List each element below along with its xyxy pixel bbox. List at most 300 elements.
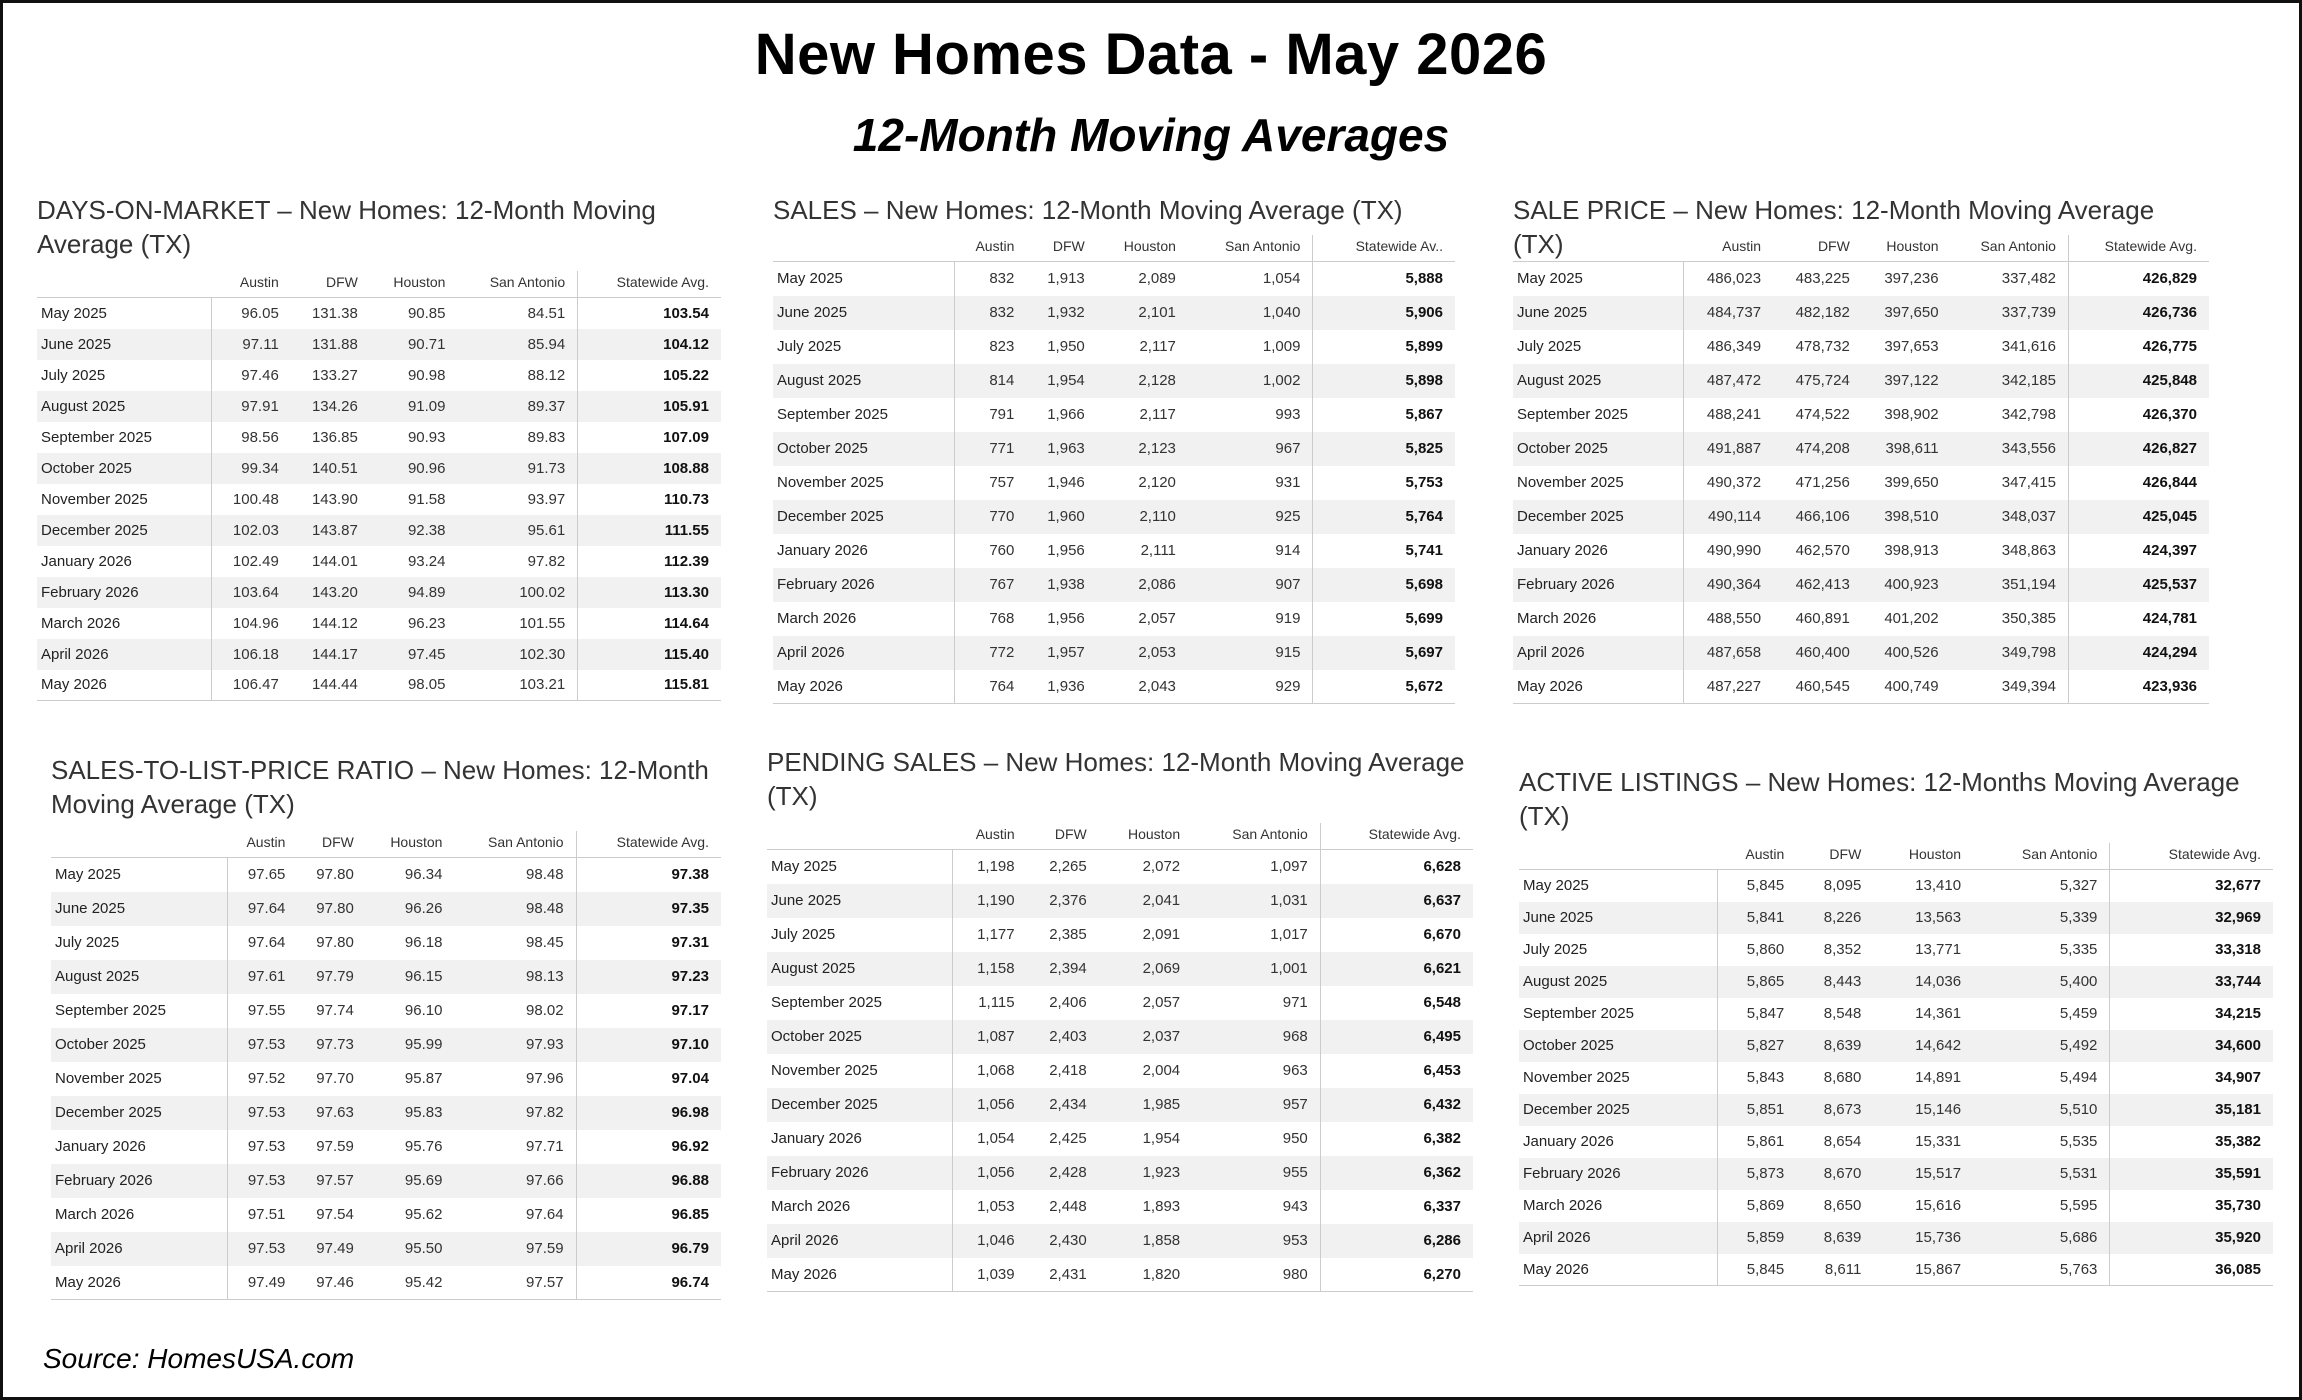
cell-san-antonio: 97.71 [526, 1138, 564, 1155]
cell-statewide-avg: 424,294 [2068, 636, 2209, 670]
cell-san-antonio: 914 [1275, 542, 1301, 559]
table-header-row [767, 823, 1473, 850]
cell-houston: 95.87 [404, 1070, 443, 1087]
cell-san-antonio: 915 [1188, 636, 1313, 670]
cell-san-antonio: 5,327 [2059, 877, 2098, 895]
table-row [1513, 432, 2209, 466]
cell-statewide-avg: 34,215 [2110, 998, 2273, 1030]
page-title: New Homes Data - May 2026 [754, 22, 1548, 87]
header-san-antonio: San Antonio [1973, 843, 2110, 870]
cell-san-antonio: 925 [1188, 500, 1313, 534]
row-month: February 2026 [773, 568, 954, 602]
header-houston: Houston [1873, 843, 1973, 870]
table-header-row [37, 271, 721, 298]
cell-dfw: 97.80 [297, 892, 365, 926]
cell-san-antonio: 1,017 [1270, 926, 1308, 943]
row-month: January 2026 [773, 534, 954, 568]
header-austin: Austin [211, 271, 291, 298]
cell-austin: 484,737 [1684, 296, 1773, 330]
cell-statewide-avg: 6,621 [1320, 952, 1473, 986]
cell-dfw: 474,522 [1795, 406, 1850, 423]
table-header-row [1513, 235, 2209, 262]
table-row [37, 360, 721, 391]
row-month: August 2025 [1519, 966, 1717, 998]
cell-san-antonio: 341,616 [2001, 338, 2056, 355]
cell-dfw: 144.01 [311, 552, 358, 570]
header-month [1519, 843, 1717, 870]
cell-dfw: 2,430 [1027, 1224, 1099, 1258]
table-row [1513, 568, 2209, 602]
row-month: December 2025 [767, 1088, 953, 1122]
cell-austin: 97.53 [227, 1096, 297, 1130]
table-row [767, 884, 1473, 918]
table-row [773, 670, 1455, 704]
cell-houston: 14,642 [1873, 1030, 1973, 1062]
cell-statewide-avg: 115.81 [578, 670, 721, 701]
cell-houston: 400,749 [1884, 677, 1939, 695]
cell-houston: 2,111 [1140, 542, 1176, 559]
cell-san-antonio: 953 [1192, 1224, 1320, 1258]
data-table [1513, 235, 2209, 704]
cell-austin: 5,865 [1717, 966, 1796, 998]
cell-statewide-avg: 96.85 [576, 1198, 721, 1232]
cell-houston: 91.58 [407, 490, 446, 508]
row-month: June 2025 [773, 296, 954, 330]
panel-sale-price [1513, 193, 2209, 704]
cell-statewide-avg: 426,370 [2068, 398, 2209, 432]
row-month: November 2025 [773, 466, 954, 500]
table-row [1513, 534, 2209, 568]
row-month: March 2026 [767, 1190, 953, 1224]
cell-statewide-avg: 423,936 [2068, 670, 2209, 704]
cell-houston: 2,057 [1138, 610, 1176, 627]
cell-austin: 1,198 [977, 858, 1015, 876]
cell-statewide-avg: 426,829 [2068, 262, 2209, 296]
cell-austin: 5,847 [1746, 1005, 1785, 1022]
cell-houston: 1,923 [1099, 1156, 1192, 1190]
cell-austin: 1,177 [977, 926, 1015, 943]
table-row [1519, 1062, 2273, 1094]
data-table [767, 823, 1473, 1292]
cell-austin: 487,227 [1706, 677, 1762, 695]
cell-statewide-avg: 111.55 [578, 515, 721, 546]
row-month: May 2025 [1519, 870, 1717, 902]
cell-austin: 1,087 [953, 1020, 1027, 1054]
cell-austin: 5,873 [1717, 1158, 1796, 1190]
row-month: October 2025 [773, 432, 954, 466]
cell-houston: 2,037 [1099, 1020, 1192, 1054]
header-austin: Austin [1684, 235, 1773, 262]
row-month: December 2025 [37, 515, 211, 546]
cell-austin: 96.05 [241, 304, 279, 322]
cell-san-antonio: 5,339 [1973, 902, 2110, 934]
cell-dfw: 97.79 [297, 960, 365, 994]
cell-houston: 96.26 [366, 892, 455, 926]
cell-austin: 490,990 [1706, 542, 1762, 559]
cell-san-antonio: 337,482 [2001, 270, 2056, 288]
cell-dfw: 97.73 [297, 1028, 365, 1062]
table-row [51, 858, 721, 892]
cell-dfw: 466,106 [1773, 500, 1862, 534]
cell-statewide-avg: 35,920 [2110, 1222, 2273, 1254]
header-month [767, 823, 953, 850]
cell-san-antonio: 967 [1188, 432, 1313, 466]
cell-houston: 90.71 [370, 329, 458, 360]
cell-san-antonio: 5,492 [1973, 1030, 2110, 1062]
cell-dfw: 1,956 [1047, 610, 1085, 627]
table-row [37, 453, 721, 484]
row-month: June 2025 [767, 884, 953, 918]
cell-houston: 1,954 [1142, 1130, 1181, 1147]
cell-statewide-avg: 110.73 [578, 484, 721, 515]
row-month: April 2026 [767, 1224, 953, 1258]
cell-statewide-avg: 5,825 [1313, 432, 1455, 466]
cell-houston: 398,510 [1862, 500, 1951, 534]
row-month: May 2026 [773, 670, 954, 704]
table-row [37, 670, 721, 701]
table-row [1519, 998, 2273, 1030]
cell-houston: 13,410 [1915, 877, 1962, 895]
cell-dfw: 475,724 [1773, 364, 1862, 398]
table-row [773, 330, 1455, 364]
cell-houston: 96.15 [366, 960, 455, 994]
table-row [51, 1164, 721, 1198]
table-row [767, 1258, 1473, 1292]
cell-statewide-avg: 97.23 [576, 960, 721, 994]
cell-dfw: 8,639 [1796, 1030, 1873, 1062]
cell-san-antonio: 97.93 [454, 1028, 576, 1062]
table-row [767, 918, 1473, 952]
cell-austin: 487,658 [1684, 636, 1773, 670]
table-row [767, 952, 1473, 986]
table-row [1513, 330, 2209, 364]
table-row [1513, 466, 2209, 500]
cell-san-antonio: 5,763 [2059, 1260, 2098, 1278]
cell-dfw: 1,963 [1026, 432, 1096, 466]
cell-statewide-avg: 114.64 [578, 608, 721, 639]
table-row [1513, 262, 2209, 296]
cell-dfw: 482,182 [1773, 296, 1862, 330]
cell-san-antonio: 95.61 [457, 515, 577, 546]
cell-houston: 96.34 [404, 866, 443, 884]
cell-san-antonio: 971 [1282, 994, 1308, 1011]
table-row [1519, 1126, 2273, 1158]
cell-austin: 5,869 [1746, 1197, 1785, 1214]
cell-austin: 5,851 [1717, 1094, 1796, 1126]
cell-houston: 2,069 [1099, 952, 1192, 986]
cell-statewide-avg: 33,744 [2110, 966, 2273, 998]
cell-statewide-avg: 33,318 [2110, 934, 2273, 966]
cell-statewide-avg: 104.12 [578, 329, 721, 360]
cell-dfw: 460,545 [1795, 677, 1850, 695]
row-month: August 2025 [37, 391, 211, 422]
cell-austin: 100.48 [232, 490, 279, 508]
cell-dfw: 97.49 [297, 1232, 365, 1266]
header-dfw: DFW [1026, 235, 1096, 262]
cell-austin: 5,843 [1746, 1069, 1785, 1086]
table-row [1513, 500, 2209, 534]
cell-dfw: 2,265 [1049, 858, 1087, 876]
row-month: April 2026 [37, 639, 211, 670]
cell-houston: 397,650 [1862, 296, 1951, 330]
cell-statewide-avg: 96.98 [576, 1096, 721, 1130]
header-houston: Houston [370, 271, 458, 298]
cell-statewide-avg: 425,537 [2068, 568, 2209, 602]
cell-statewide-avg: 6,382 [1320, 1122, 1473, 1156]
cell-austin: 488,550 [1706, 610, 1762, 627]
cell-houston: 14,036 [1873, 966, 1973, 998]
header-houston: Houston [1862, 235, 1951, 262]
row-month: November 2025 [1519, 1062, 1717, 1094]
cell-statewide-avg: 97.10 [576, 1028, 721, 1062]
cell-dfw: 131.88 [291, 329, 370, 360]
cell-statewide-avg: 105.91 [578, 391, 721, 422]
cell-houston: 90.85 [407, 304, 446, 322]
cell-statewide-avg: 6,337 [1320, 1190, 1473, 1224]
cell-houston: 2,053 [1097, 636, 1188, 670]
cell-san-antonio: 955 [1192, 1156, 1320, 1190]
table-row [37, 298, 721, 329]
cell-san-antonio: 101.55 [519, 614, 566, 632]
cell-san-antonio: 980 [1282, 1265, 1308, 1283]
table-row [773, 534, 1455, 568]
cell-dfw: 134.26 [291, 391, 370, 422]
table-row [37, 391, 721, 422]
cell-austin: 770 [954, 500, 1026, 534]
panel-active-listings [1519, 765, 2273, 1286]
row-month: July 2025 [51, 926, 227, 960]
cell-dfw: 8,548 [1823, 1005, 1862, 1022]
panel-pending-sales [767, 745, 1473, 1292]
cell-dfw: 97.46 [316, 1273, 354, 1291]
cell-houston: 93.24 [407, 552, 446, 570]
cell-austin: 1,190 [953, 884, 1027, 918]
cell-austin: 768 [989, 610, 1015, 627]
table-row [51, 1232, 721, 1266]
cell-san-antonio: 85.94 [457, 329, 577, 360]
row-month: January 2026 [1519, 1126, 1717, 1158]
row-month: September 2025 [1513, 398, 1684, 432]
cell-san-antonio: 342,185 [1951, 364, 2069, 398]
cell-dfw: 8,095 [1823, 877, 1862, 895]
cell-austin: 1,046 [953, 1224, 1027, 1258]
table-row [773, 398, 1455, 432]
table-row [1519, 934, 2273, 966]
row-month: January 2026 [1513, 534, 1684, 568]
cell-austin: 767 [954, 568, 1026, 602]
cell-san-antonio: 1,097 [1270, 858, 1308, 876]
cell-austin: 97.64 [247, 934, 286, 951]
cell-statewide-avg: 425,045 [2068, 500, 2209, 534]
cell-austin: 823 [989, 338, 1015, 355]
header-statewide-avg: Statewide Avg. [1320, 823, 1473, 850]
row-month: April 2026 [773, 636, 954, 670]
cell-statewide-avg: 5,699 [1313, 602, 1455, 636]
header-houston: Houston [1097, 235, 1188, 262]
cell-houston: 2,110 [1097, 500, 1188, 534]
table-row [773, 262, 1455, 296]
row-month: June 2025 [37, 329, 211, 360]
cell-austin: 102.49 [232, 552, 279, 570]
cell-san-antonio: 102.30 [457, 639, 577, 670]
cell-statewide-avg: 6,286 [1320, 1224, 1473, 1258]
cell-houston: 98.05 [407, 676, 446, 694]
cell-houston: 15,867 [1915, 1260, 1962, 1278]
cell-san-antonio: 89.37 [457, 391, 577, 422]
cell-dfw: 133.27 [311, 366, 358, 384]
cell-san-antonio: 349,798 [1951, 636, 2069, 670]
cell-houston: 398,913 [1884, 542, 1939, 559]
row-month: March 2026 [773, 602, 954, 636]
cell-san-antonio: 950 [1282, 1130, 1308, 1147]
table-header-row [773, 235, 1455, 262]
cell-dfw: 97.80 [316, 934, 354, 951]
cell-san-antonio: 1,040 [1188, 296, 1313, 330]
table-row [1513, 636, 2209, 670]
cell-statewide-avg: 6,548 [1320, 986, 1473, 1020]
cell-houston: 397,653 [1884, 338, 1939, 355]
cell-statewide-avg: 96.74 [576, 1266, 721, 1300]
row-month: May 2026 [767, 1258, 953, 1292]
cell-austin: 97.53 [227, 1232, 297, 1266]
row-month: July 2025 [1513, 330, 1684, 364]
row-month: May 2025 [1513, 262, 1684, 296]
cell-houston: 96.18 [404, 934, 443, 951]
row-month: October 2025 [51, 1028, 227, 1062]
table-row [1513, 602, 2209, 636]
panel-title: PENDING SALES – New Homes: 12-Month Moving Average (TX) [767, 747, 1465, 811]
cell-dfw: 8,226 [1796, 902, 1873, 934]
cell-statewide-avg: 105.22 [578, 360, 721, 391]
cell-san-antonio: 957 [1192, 1088, 1320, 1122]
cell-dfw: 140.51 [291, 453, 370, 484]
cell-austin: 97.11 [211, 329, 291, 360]
cell-houston: 13,771 [1915, 941, 1962, 958]
cell-houston: 2,117 [1139, 406, 1176, 423]
cell-san-antonio: 348,037 [1951, 500, 2069, 534]
table-row [1519, 1030, 2273, 1062]
cell-statewide-avg: 6,670 [1320, 918, 1473, 952]
cell-houston: 1,858 [1099, 1224, 1192, 1258]
cell-austin: 5,845 [1746, 877, 1785, 895]
cell-san-antonio: 84.51 [527, 304, 566, 322]
cell-austin: 1,053 [977, 1198, 1015, 1215]
cell-dfw: 8,650 [1823, 1197, 1862, 1214]
cell-statewide-avg: 97.31 [576, 926, 721, 960]
cell-statewide-avg: 35,591 [2110, 1158, 2273, 1190]
cell-statewide-avg: 35,382 [2110, 1126, 2273, 1158]
table-row [767, 1020, 1473, 1054]
cell-san-antonio: 103.21 [519, 676, 566, 694]
cell-houston: 1,985 [1099, 1088, 1192, 1122]
row-month: September 2025 [1519, 998, 1717, 1030]
cell-houston: 400,526 [1862, 636, 1951, 670]
table-row [51, 1130, 721, 1164]
cell-statewide-avg: 426,827 [2068, 432, 2209, 466]
header-san-antonio: San Antonio [454, 831, 576, 858]
data-table [1519, 843, 2273, 1286]
header-houston: Houston [1099, 823, 1192, 850]
row-month: August 2025 [773, 364, 954, 398]
cell-san-antonio: 993 [1275, 406, 1301, 423]
cell-statewide-avg: 112.39 [578, 546, 721, 577]
cell-austin: 791 [989, 406, 1015, 423]
cell-houston: 2,120 [1138, 474, 1176, 491]
table-row [51, 960, 721, 994]
cell-houston: 95.62 [404, 1206, 443, 1223]
cell-dfw: 144.12 [311, 614, 358, 632]
cell-san-antonio: 5,400 [1973, 966, 2110, 998]
header-san-antonio: San Antonio [1188, 235, 1313, 262]
cell-dfw: 474,208 [1773, 432, 1862, 466]
table-row [51, 1198, 721, 1232]
header-austin: Austin [954, 235, 1026, 262]
row-month: July 2025 [767, 918, 953, 952]
cell-houston: 91.09 [370, 391, 458, 422]
cell-dfw: 97.59 [316, 1138, 354, 1155]
cell-san-antonio: 89.83 [527, 428, 566, 446]
cell-dfw: 462,413 [1773, 568, 1862, 602]
row-month: June 2025 [1519, 902, 1717, 934]
data-table [37, 271, 721, 701]
cell-san-antonio: 943 [1282, 1198, 1308, 1215]
cell-statewide-avg: 5,698 [1313, 568, 1455, 602]
cell-san-antonio: 5,686 [1973, 1222, 2110, 1254]
table-row [51, 994, 721, 1028]
row-month: August 2025 [51, 960, 227, 994]
cell-statewide-avg: 5,753 [1313, 466, 1455, 500]
cell-dfw: 143.20 [291, 577, 370, 608]
cell-dfw: 8,611 [1824, 1260, 1862, 1278]
row-month: January 2026 [37, 546, 211, 577]
row-month: June 2025 [51, 892, 227, 926]
row-month: May 2026 [1519, 1254, 1717, 1286]
table-row [767, 850, 1473, 884]
row-month: May 2026 [51, 1266, 227, 1300]
cell-houston: 1,893 [1142, 1198, 1181, 1215]
header-houston: Houston [366, 831, 455, 858]
cell-statewide-avg: 5,672 [1313, 670, 1455, 704]
cell-houston: 95.69 [366, 1164, 455, 1198]
cell-dfw: 462,570 [1795, 542, 1850, 559]
cell-statewide-avg: 35,181 [2110, 1094, 2273, 1126]
cell-san-antonio: 351,194 [1951, 568, 2069, 602]
cell-houston: 2,057 [1142, 994, 1181, 1011]
table-row [1519, 966, 2273, 998]
table-header-row [51, 831, 721, 858]
header-month [51, 831, 227, 858]
cell-austin: 1,054 [977, 1130, 1015, 1147]
cell-dfw: 1,936 [1047, 677, 1085, 695]
cell-houston: 2,101 [1097, 296, 1188, 330]
cell-dfw: 8,680 [1823, 1069, 1862, 1086]
table-row [1513, 398, 2209, 432]
row-month: December 2025 [1519, 1094, 1717, 1126]
cell-statewide-avg: 6,270 [1320, 1258, 1473, 1292]
cell-statewide-avg: 113.30 [578, 577, 721, 608]
cell-dfw: 1,946 [1047, 474, 1085, 491]
cell-san-antonio: 5,535 [2059, 1133, 2098, 1150]
cell-austin: 771 [954, 432, 1026, 466]
cell-houston: 2,043 [1138, 677, 1176, 695]
cell-statewide-avg: 97.17 [576, 994, 721, 1028]
row-month: November 2025 [767, 1054, 953, 1088]
table-row [767, 1088, 1473, 1122]
cell-austin: 104.96 [232, 614, 279, 632]
cell-statewide-avg: 108.88 [578, 453, 721, 484]
cell-statewide-avg: 426,775 [2068, 330, 2209, 364]
cell-austin: 97.53 [227, 1028, 297, 1062]
